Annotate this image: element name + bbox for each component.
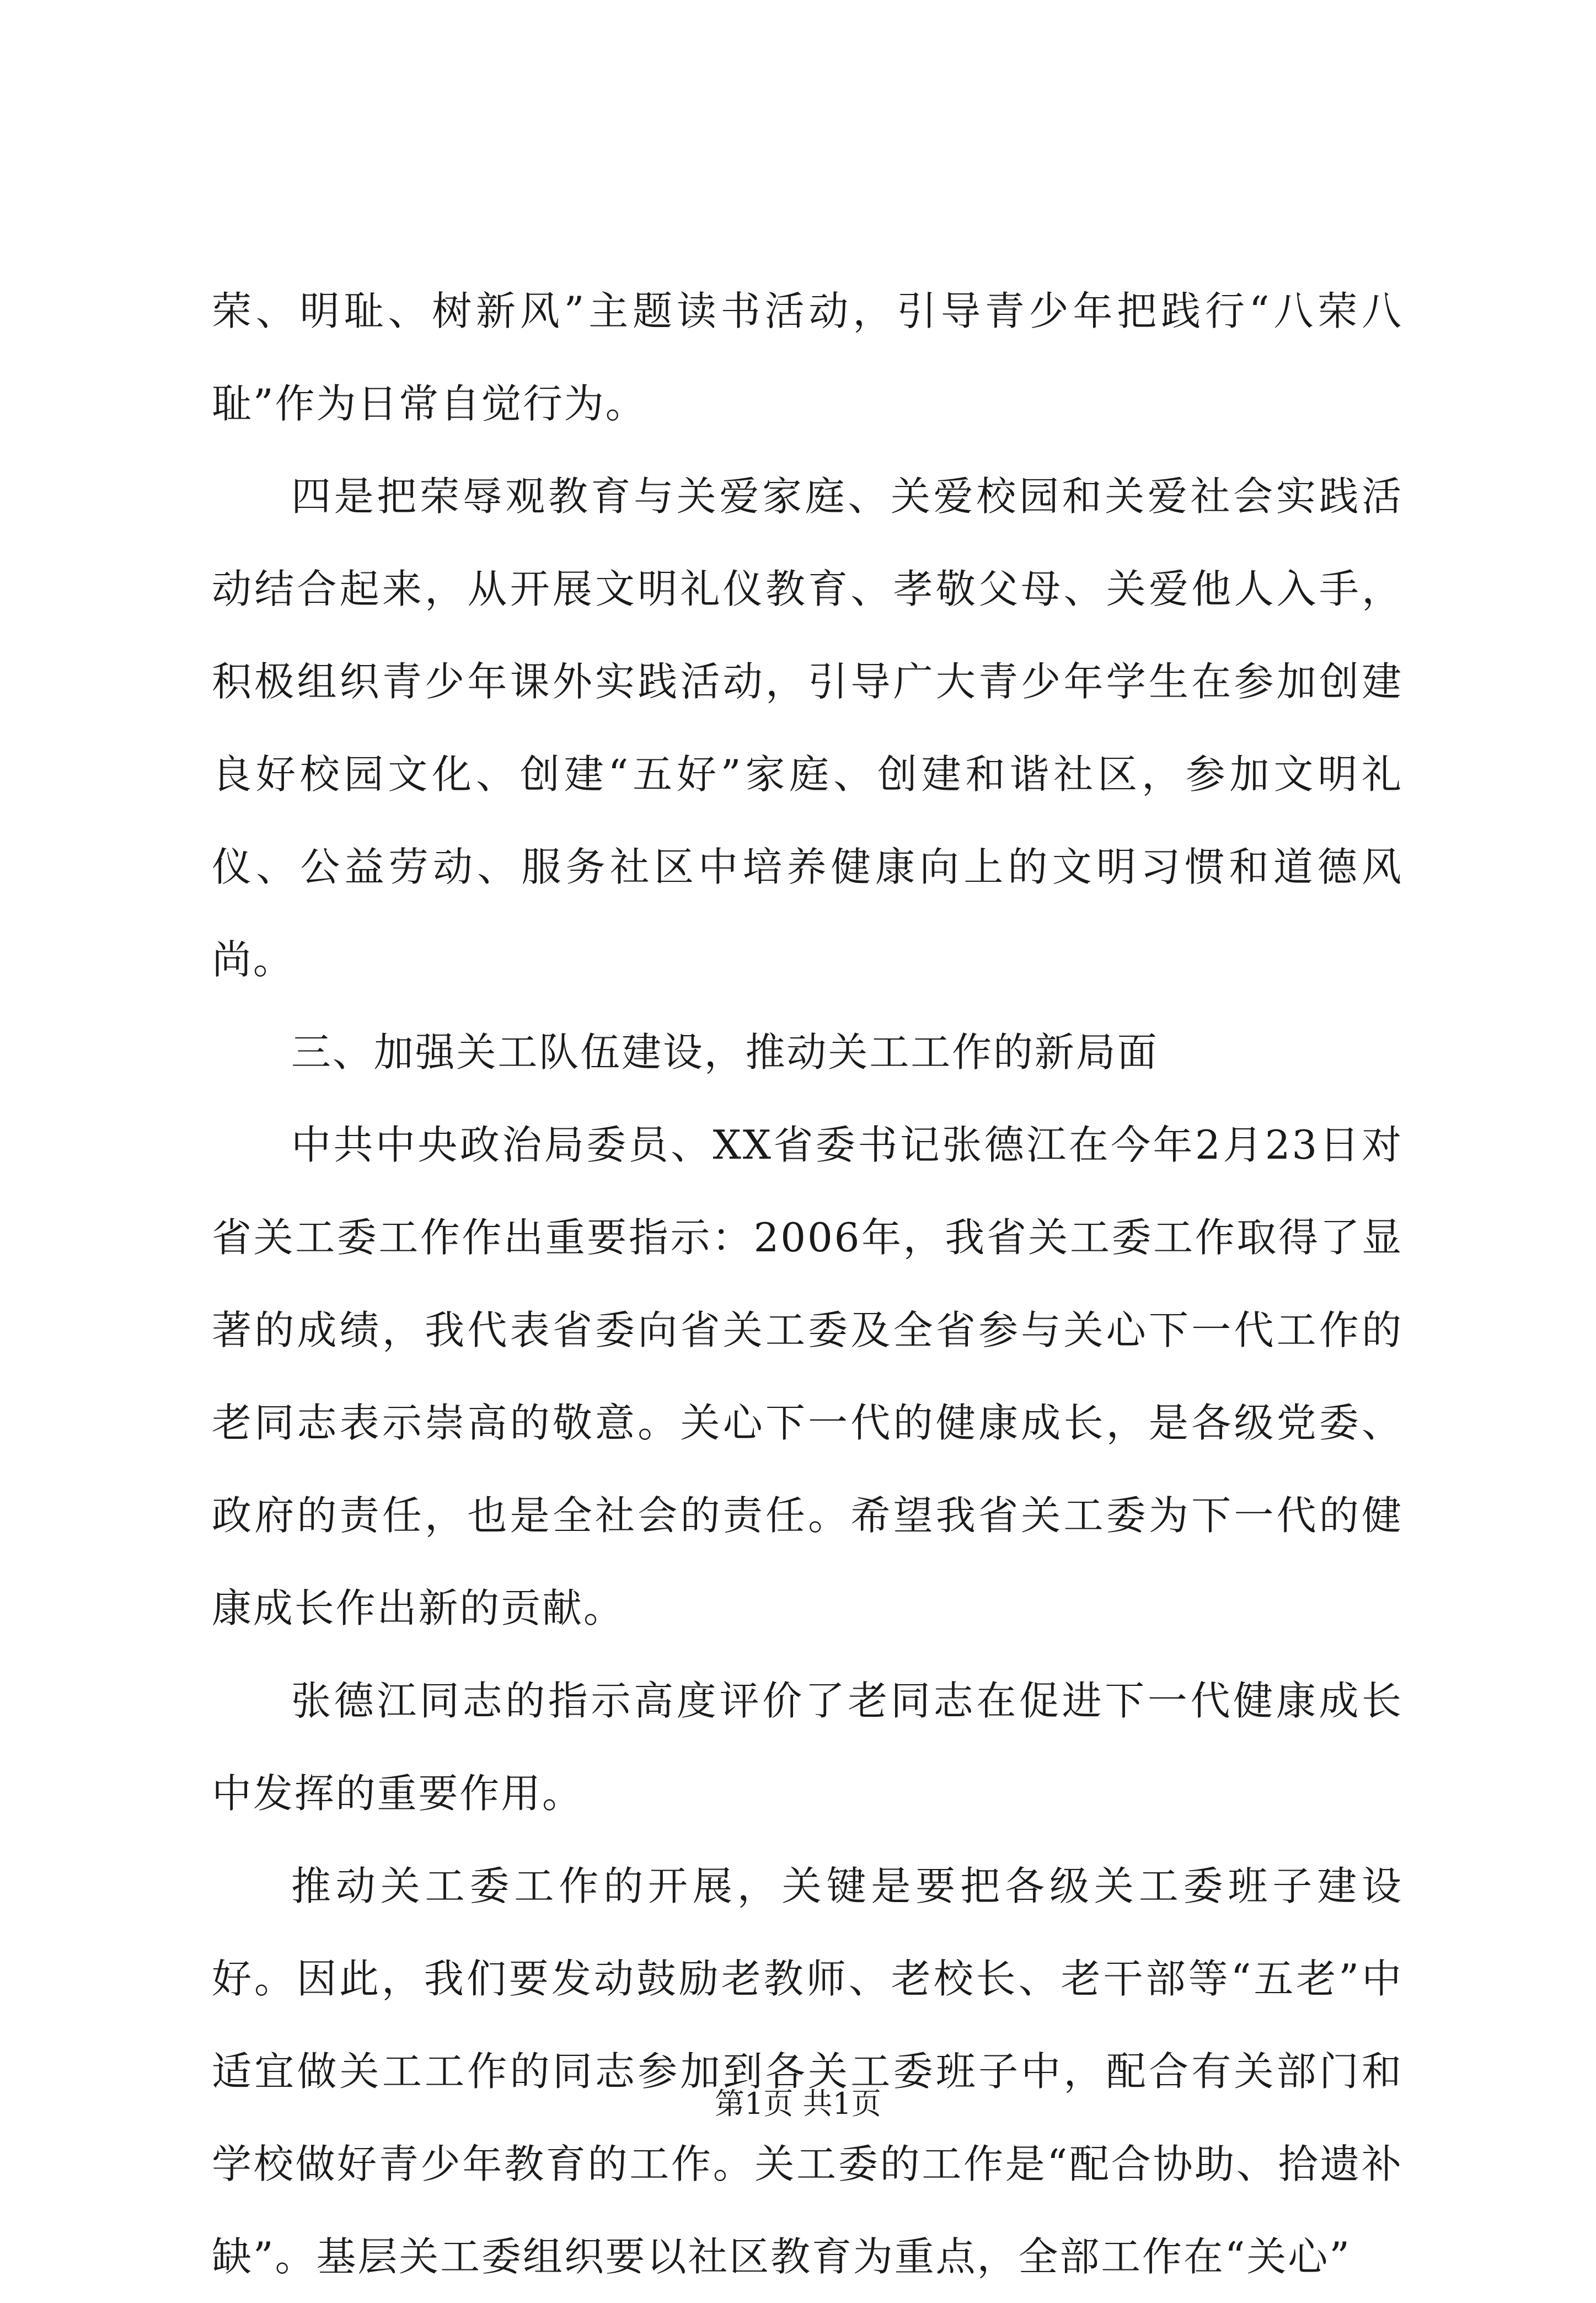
- paragraph-point-four: 四是把荣辱观教育与关爱家庭、关爱校园和关爱社会实践活动结合起来，从开展文明礼仪教育、孝敬父母、关爱他人入手，积极组织青少年课外实践活动，引导广大青少年学生在参加创建良好校园文化、创建“五好”家庭、创建和谐社区，参加文明礼仪、公益劳动、服务社区中培养健康向上的文明习惯和道德风尚。: [212, 473, 1403, 983]
- page-number-footer: 第1页 共1页: [715, 2086, 881, 2121]
- paragraph-continuation: 荣、明耻、树新风”主题读书活动，引导青少年把践行“八荣八耻”作为日常自觉行为。: [212, 288, 1403, 427]
- paragraph-instruction: 中共中央政治局委员、XX省委书记张德江在今年2月23日对省关工委工作作出重要指示：2006年，我省关工委工作取得了显著的成绩，我代表省委向省关工委及全省参与关心下一代工作的老同志表示崇高的敬意。关心下一代的健康成长，是各级党委、政府的责任，也是全社会的责任。希望我省关工委为下一代的健康成长作出新的贡献。: [212, 1122, 1403, 1631]
- paragraph-evaluation: 张德江同志的指示高度评价了老同志在促进下一代健康成长中发挥的重要作用。: [212, 1678, 1403, 1817]
- paragraph-team-building: 推动关工委工作的开展，关键是要把各级关工委班子建设好。因此，我们要发动鼓励老教师、老校长、老干部等“五老”中适宜做关工工作的同志参加到各关工委班子中，配合有关部门和学校做好青少年教育的工作。关工委的工作是“配合协助、拾遗补缺”。基层关工委组织要以社区教育为重点，全部工作在“关心”: [212, 1863, 1403, 2280]
- section-heading-three: 三、加强关工队伍建设，推动关工工作的新局面: [291, 1029, 1159, 1075]
- document-body: [212, 265, 1403, 2303]
